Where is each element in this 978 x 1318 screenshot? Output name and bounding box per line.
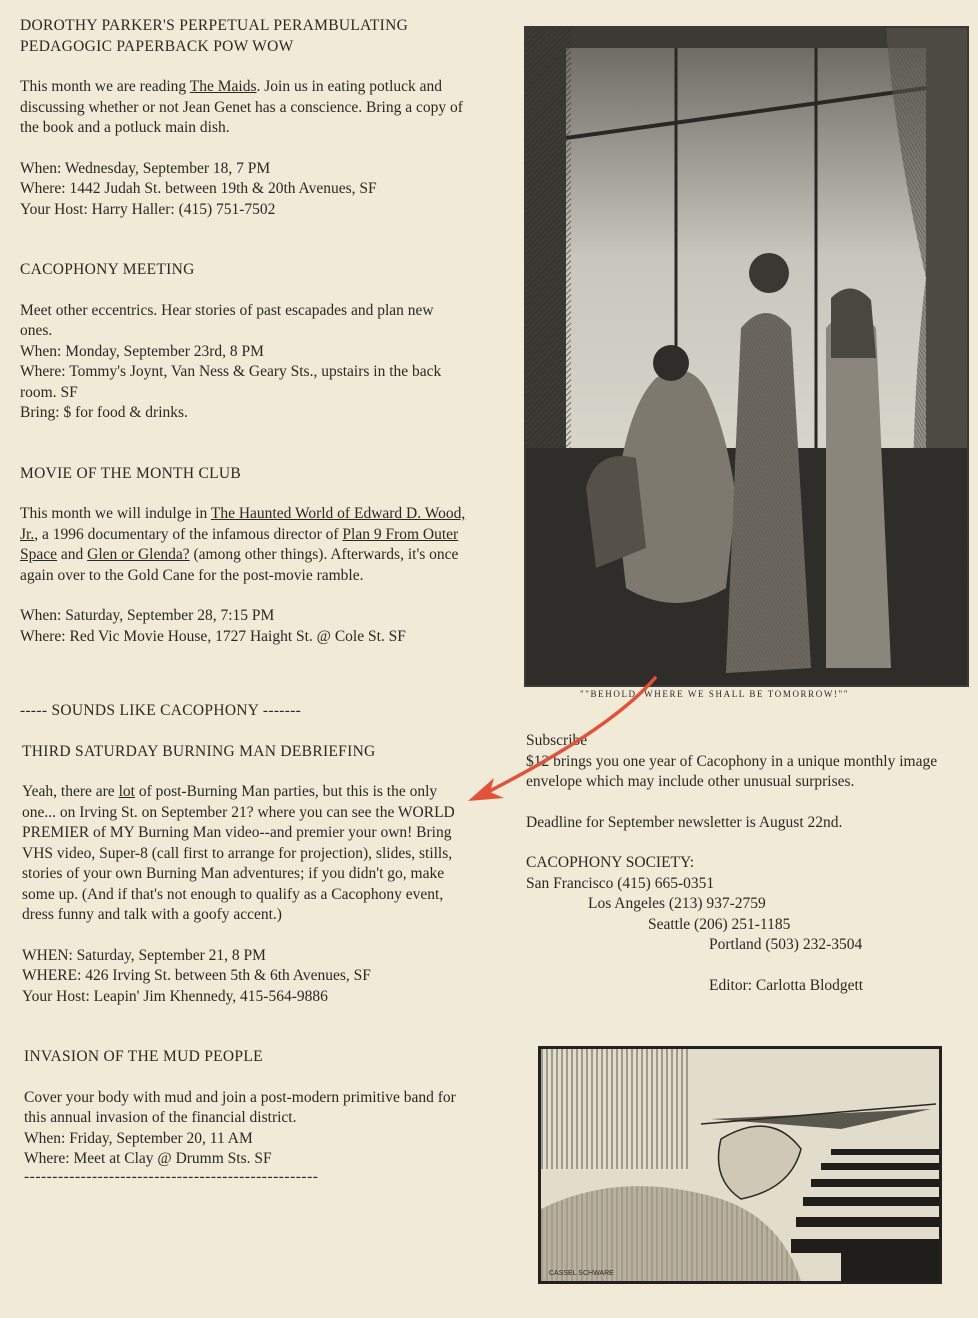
deadline-note: Deadline for September newsletter is August 22nd. (526, 813, 843, 831)
cartoon-illustration (538, 1046, 942, 1284)
society-sf-phone: San Francisco (415) 665-0351 (526, 874, 715, 892)
editor-credit: Editor: Carlotta Blodgett (709, 976, 864, 994)
meeting-title: CACOPHONY MEETING (20, 261, 195, 278)
burning-man-when: WHEN: Saturday, September 21, 8 PM (22, 946, 266, 964)
burning-desc-a: Yeah, there are (22, 783, 119, 800)
mud-title: INVASION OF THE MUD PEOPLE (24, 1048, 263, 1065)
subscribe-section (526, 731, 966, 996)
burning-man-title: THIRD SATURDAY BURNING MAN DEBRIEFING (22, 742, 376, 760)
movie-desc-d: (among other things). Afterwards, it's once again over to the Gold Cane for the post-movie ramble. (20, 546, 459, 584)
burning-man-host: Your Host: Leapin' Jim Khennedy, 415-564-9886 (22, 987, 328, 1005)
mud-where: Where: Meet at Clay @ Drumm Sts. SF (24, 1150, 272, 1167)
parker-desc-post: . Join us in eating potluck and discussing whether or not Jean Genet has a conscience. Bring a copy of the book and a potluck main dish. (20, 78, 463, 136)
film-title-glen-or-glenda: Glen or Glenda? (87, 546, 190, 563)
subscribe-title: Subscribe (526, 732, 588, 749)
film-title-haunted-world: The Haunted World of Edward D. Wood, Jr. (20, 505, 466, 543)
mud-description: Cover your body with mud and join a post-modern primitive band for this annual invasion of the financial district. (24, 1088, 456, 1126)
cartoon-signature: CASSEL SCHWARE (549, 1270, 614, 1277)
sounds-title: ----- SOUNDS LIKE CACOPHONY ------- (20, 702, 302, 719)
parker-desc-pre: This month we are reading (20, 78, 190, 95)
movie-where: Where: Red Vic Movie House, 1727 Haight St. @ Cole St. SF (20, 627, 406, 645)
burning-man-description (22, 782, 468, 926)
mud-divider: ---------------------------------------------------- (24, 1167, 319, 1185)
movie-description (20, 504, 468, 586)
meeting-where: Where: Tommy's Joynt, Van Ness & Geary Sts., upstairs in the back room. SF (20, 363, 442, 401)
movie-title: MOVIE OF THE MONTH CLUB (20, 464, 242, 482)
mud-when: When: Friday, September 20, 11 AM (24, 1129, 253, 1147)
burning-desc-b: of post-Burning Man parties, but this is the only one... on Irving St. on September 21? where you can see the WORLD PREMIER of MY Burning Man video--and premier your own! Bring VHS video, Super-8 (call first to arrange for projection), slides, stills, stories of your own Burning Man adventures; if you didn't go, make some up. (And if that's not enough to qualify as a Cacophony event, dress funny and talk with a goofy accent.) (22, 783, 455, 923)
parker-host: Your Host: Harry Haller: (415) 751-7502 (20, 200, 276, 218)
cartoon-svg (541, 1049, 939, 1281)
movie-desc-b: , a 1996 documentary of the infamous director of (34, 525, 343, 543)
society-title: CACOPHONY SOCIETY: (526, 854, 695, 871)
subscribe-body: $12 brings you one year of Cacophony in a unique monthly image envelope which may include other unusual surprises. (526, 752, 938, 790)
word-lot: lot (118, 783, 135, 800)
engraving-illustration (524, 26, 969, 687)
left-column (20, 16, 468, 1184)
engraving-svg (526, 28, 967, 685)
parker-when: When: Wednesday, September 18, 7 PM (20, 159, 271, 177)
burning-man-where: WHERE: 426 Irving St. between 5th & 6th Avenues, SF (22, 967, 371, 984)
society-portland-phone: Portland (503) 232-3504 (709, 936, 863, 953)
movie-desc-c: and (57, 546, 88, 563)
meeting-when: When: Monday, September 23rd, 8 PM (20, 342, 264, 360)
meeting-bring: Bring: $ for food & drinks. (20, 404, 188, 421)
film-title-plan-9: Plan 9 From Outer Space (20, 525, 459, 563)
engraving-caption: ""BEHOLD, WHERE WE SHALL BE TOMORROW!"" (580, 689, 850, 699)
parker-title-line1: DOROTHY PARKER'S PERPETUAL PERAMBULATING (20, 17, 409, 34)
parker-title-line2: PEDAGOGIC PAPERBACK POW WOW (20, 37, 294, 55)
parker-description (20, 77, 468, 139)
parker-where: Where: 1442 Judah St. between 19th & 20th Avenues, SF (20, 180, 377, 197)
meeting-description: Meet other eccentrics. Hear stories of past escapades and plan new ones. (20, 301, 434, 339)
society-seattle-phone: Seattle (206) 251-1185 (648, 915, 791, 933)
movie-when: When: Saturday, September 28, 7:15 PM (20, 607, 275, 624)
society-la-phone: Los Angeles (213) 937-2759 (588, 895, 766, 912)
movie-desc-a: This month we will indulge in (20, 505, 211, 522)
book-title: The Maids (189, 78, 257, 95)
